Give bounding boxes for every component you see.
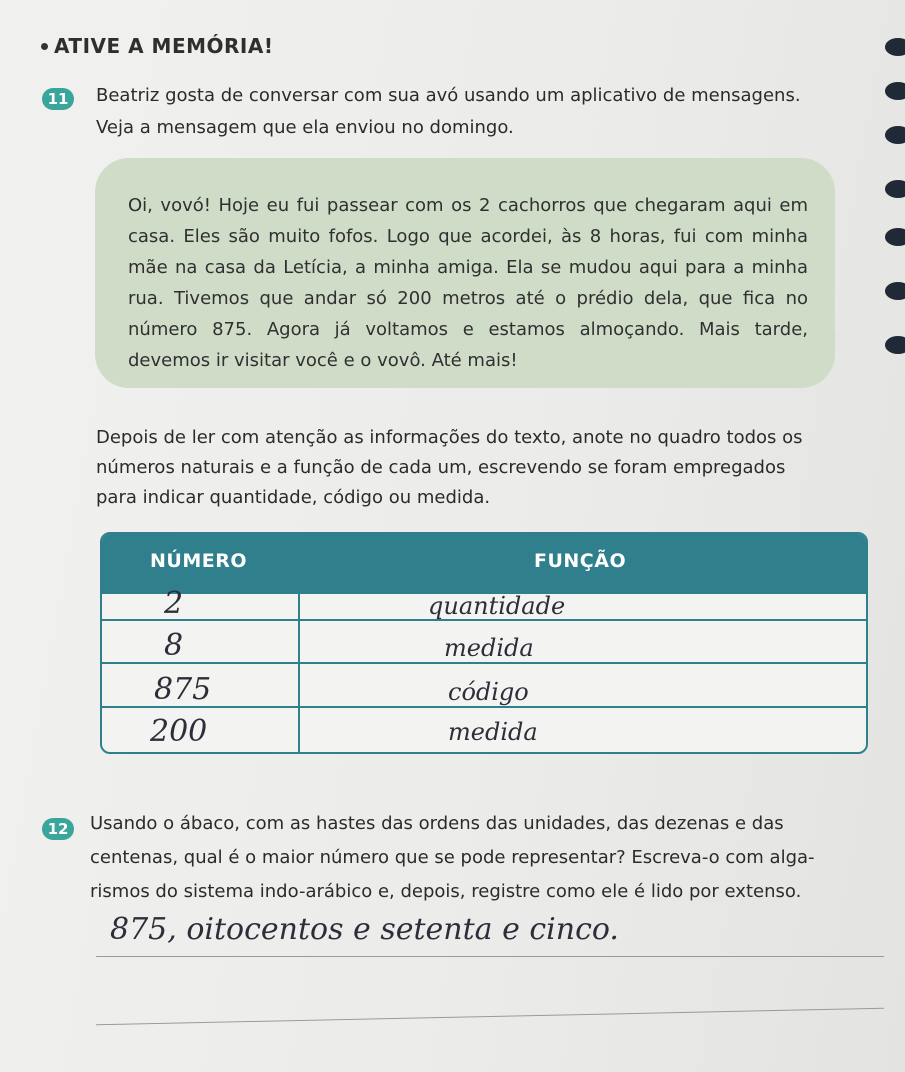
q12-line2: centenas, qual é o maior número que se pode representar? Escreva-o com alga-: [90, 847, 815, 868]
binding-ring: [885, 126, 905, 144]
table-row-2-function: medida: [444, 634, 534, 662]
q12-line3: rismos do sistema indo-arábico e, depois, registre como ele é lido por extenso.: [90, 881, 802, 902]
spiral-binding: [865, 0, 905, 1072]
question-number-badge: 11: [42, 88, 74, 110]
q11-intro-line1: Beatriz gosta de conversar com sua avó usando um aplicativo de mensagens.: [96, 85, 801, 106]
q12-answer: 875, oitocentos e setenta e cinco.: [110, 912, 619, 947]
q11-instruction-line2: números naturais e a função de cada um, escrevendo se foram empregados: [96, 457, 786, 478]
binding-ring: [885, 82, 905, 100]
q11-instruction-line1: Depois de ler com atenção as informações do texto, anote no quadro todos os: [96, 427, 803, 448]
q11-instruction-line3: para indicar quantidade, código ou medida.: [96, 487, 491, 508]
question-number-badge: 12: [42, 818, 74, 840]
binding-ring: [885, 336, 905, 354]
table-row-1-function: quantidade: [428, 592, 566, 620]
column-separator: [298, 534, 300, 752]
row-divider: [102, 662, 866, 664]
binding-ring: [885, 38, 905, 56]
table-row-3-function: código: [448, 678, 529, 706]
header-number: NÚMERO: [150, 550, 247, 572]
binding-ring: [885, 228, 905, 246]
numbers-table: [100, 532, 868, 754]
table-row-4-function: medida: [448, 718, 538, 746]
table-header: [102, 534, 866, 592]
q12-line1: Usando o ábaco, com as hastes das ordens das unidades, das dezenas e das: [90, 813, 784, 834]
answer-line: [96, 956, 884, 957]
header-function: FUNÇÃO: [534, 550, 627, 572]
row-divider: [102, 706, 866, 708]
binding-ring: [885, 180, 905, 198]
answer-line: [96, 1008, 884, 1026]
table-row-1-number: 2: [164, 586, 184, 621]
binding-ring: [885, 282, 905, 300]
table-row-2-number: 8: [164, 628, 184, 663]
table-row-3-number: 875: [154, 672, 212, 707]
section-title: ATIVE A MEMÓRIA!: [54, 34, 274, 58]
title-bullet-icon: [41, 43, 48, 50]
table-row-4-number: 200: [150, 714, 208, 749]
message-text: Oi, vovó! Hoje eu fui passear com os 2 cachorros que chegaram aqui em casa. Eles são muito fofos. Logo que acordei, às 8 horas, fui com minha mãe na casa da Letícia, a minha amiga. Ela se mudou aqui para a minha rua. Tivemos que andar só 200 metros até o prédio dela, que fica no número 875. Agora já voltamos e estamos almoçando. Mais tarde, devemos ir visitar você e o vovô. Até mais!: [128, 195, 808, 371]
q11-intro-line2: Veja a mensagem que ela enviou no domingo.: [96, 117, 514, 138]
